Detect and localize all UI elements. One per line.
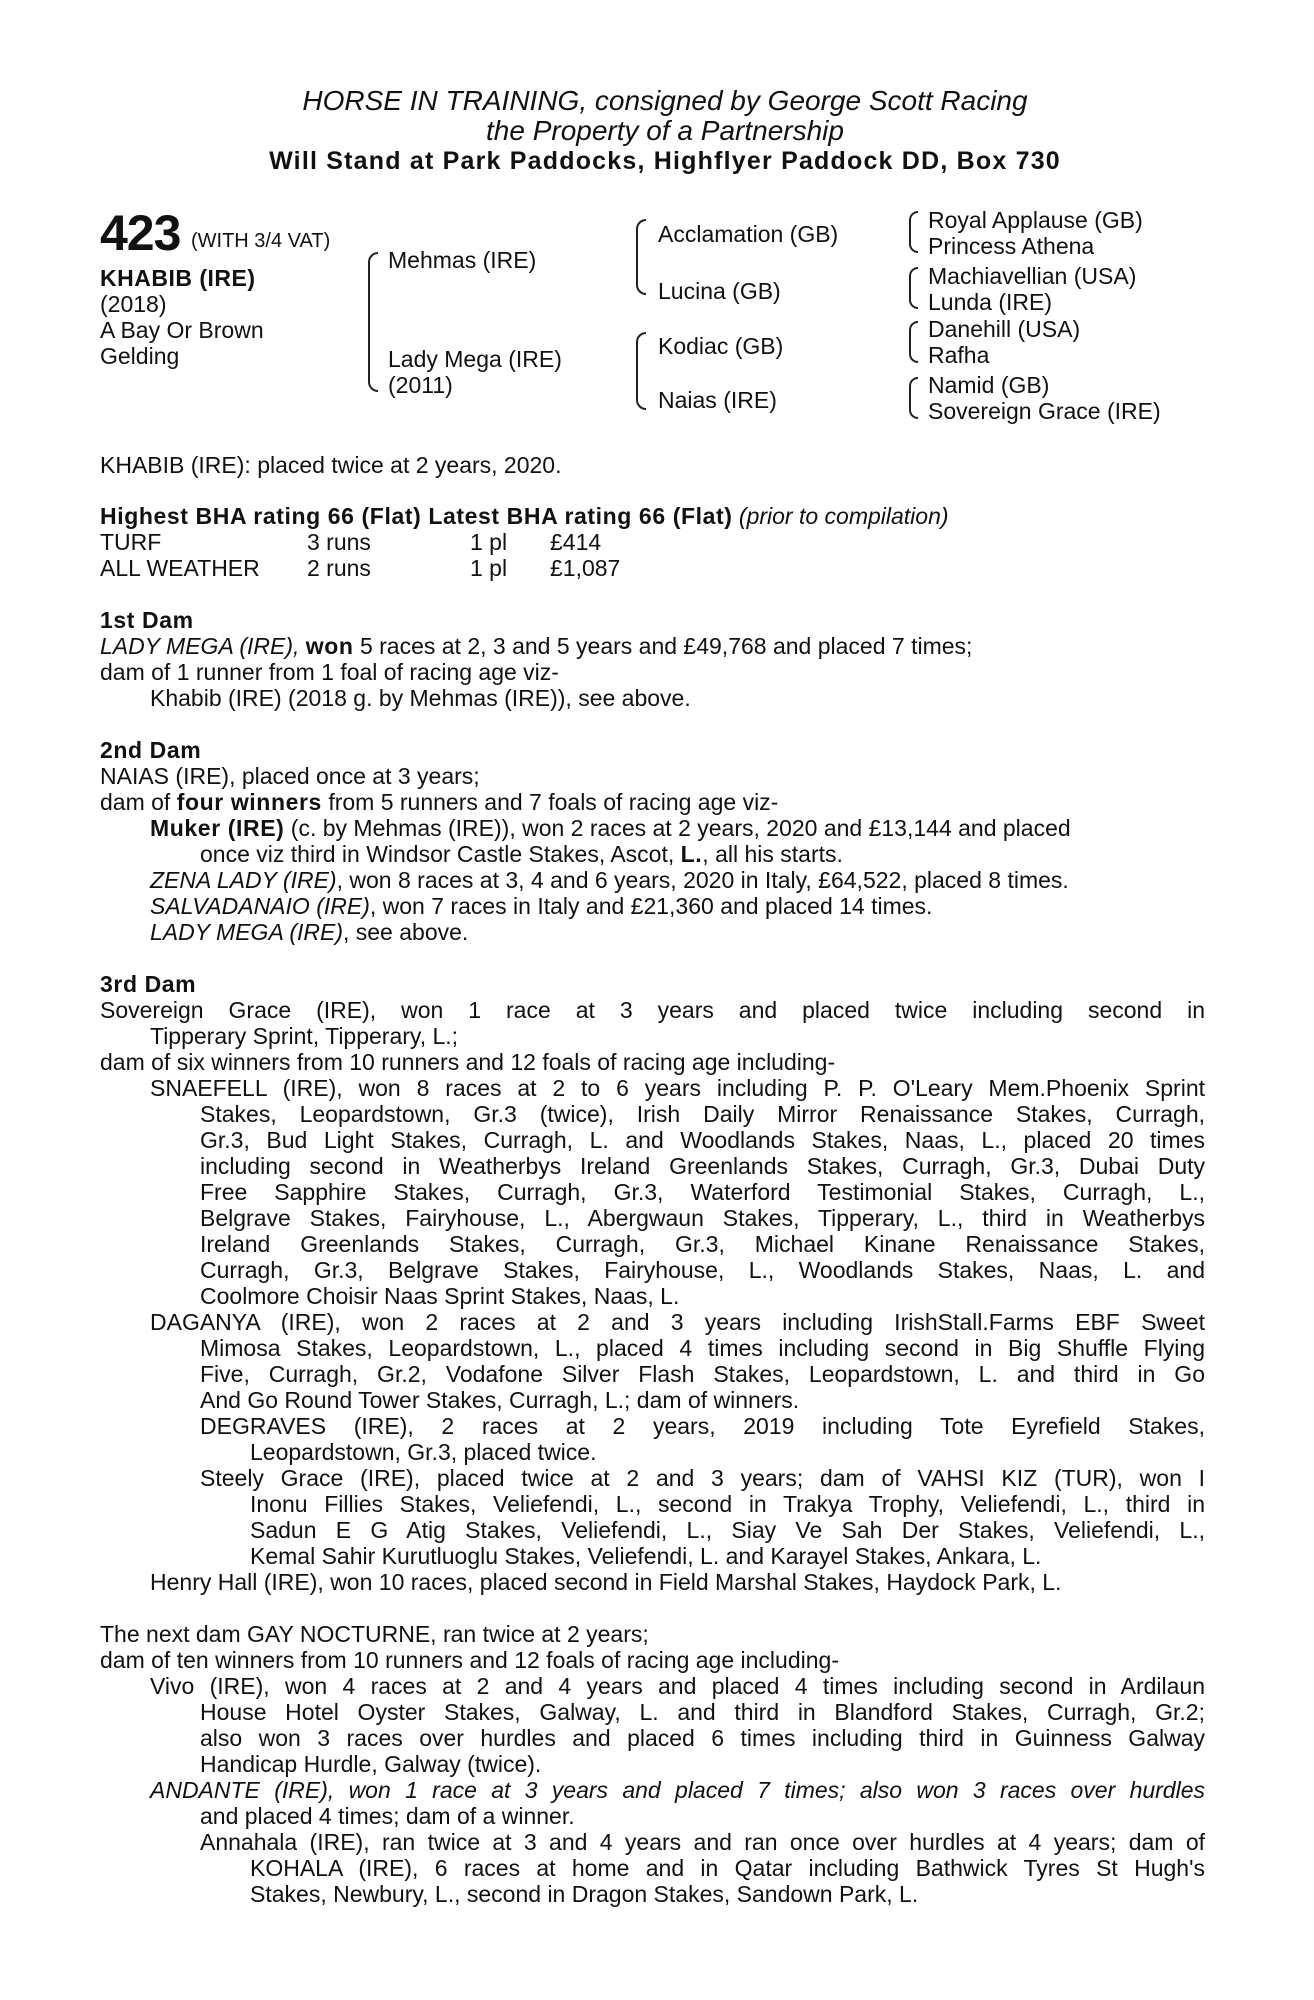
lot-number: 423 (100, 205, 181, 261)
prize: £414 (550, 529, 602, 555)
text-line: dam of six winners from 10 runners and 12 foals of racing age including- (100, 1049, 836, 1075)
progeny-degraves (200, 1413, 1205, 1465)
runs: 3 runs (307, 529, 371, 555)
text-line: Belgrave Stakes, Fairyhouse, L., Abergwaun Stakes, Tipperary, L., third in Weatherbys (200, 1205, 1205, 1231)
horse-name: SALVADANAIO (IRE) (150, 893, 370, 919)
pedigree-dsd: Rafha (928, 342, 990, 368)
header-location: Will Stand at Park Paddocks, Highflyer Paddock DD, Box 730 (269, 147, 1061, 175)
progeny-steely-grace (200, 1465, 1205, 1569)
progeny-snaefell (150, 1075, 1205, 1309)
pedigree-dss: Danehill (USA) (928, 316, 1081, 342)
prize: £1,087 (550, 555, 621, 581)
pedigree-sire: Mehmas (IRE) (388, 247, 537, 273)
text-line: Tipperary Sprint, Tipperary, L.; (150, 1023, 459, 1049)
text-line: Stakes, Leopardstown, Gr.3 (twice), Irish Daily Mirror Renaissance Stakes, Curragh, (200, 1101, 1205, 1127)
second-dam-heading: 2nd Dam (100, 737, 202, 763)
text-line: Mimosa Stakes, Leopardstown, L., placed 4 times including second in Big Shuffle Flying (200, 1335, 1205, 1361)
text-line: Ireland Greenlands Stakes, Curragh, Gr.3, Michael Kinane Renaissance Stakes, (200, 1231, 1205, 1257)
pedigree-brace (636, 332, 646, 410)
pedigree-brace (909, 377, 918, 419)
text-line: Free Sapphire Stakes, Curragh, Gr.3, Waterford Testimonial Stakes, Curragh, L., (200, 1179, 1205, 1205)
text-line: KOHALA (IRE), 6 races at home and in Qatar including Bathwick Tyres St Hugh's (250, 1855, 1205, 1881)
header-property: the Property of a Partnership (486, 115, 844, 146)
progeny-henry-hall: Henry Hall (IRE), won 10 races, placed second in Field Marshal Stakes, Haydock Park, L. (150, 1569, 1062, 1595)
text: , won 7 races in Italy and £21,360 and placed 14 times. (369, 893, 933, 919)
text-line: Five, Curragh, Gr.2, Vodafone Silver Flash Stakes, Leopardstown, L. and third in Go (200, 1361, 1205, 1387)
bha-rating-headline: Highest BHA rating 66 (Flat) Latest BHA rating 66 (Flat) (100, 503, 733, 529)
text-line: Coolmore Choisir Naas Sprint Stakes, Naas, L. (200, 1283, 680, 1309)
horse-colour: A Bay Or Brown (100, 317, 264, 343)
dam-record: 5 races at 2, 3 and 5 years and £49,768 and placed 7 times; (353, 633, 973, 659)
pedigree-brace (368, 252, 378, 392)
third-dam-heading: 3rd Dam (100, 971, 197, 997)
text: (c. by Mehmas (IRE)), won 2 races at 2 years, 2020 and £13,144 and placed (284, 815, 1071, 841)
header-consignor: HORSE IN TRAINING, consigned by George Scott Racing (302, 85, 1028, 116)
horse-name: ZENA LADY (IRE) (150, 867, 337, 893)
pedigree-sire-dam: Lucina (GB) (658, 278, 781, 304)
text-line: Curragh, Gr.3, Belgrave Stakes, Fairyhouse, L., Woodlands Stakes, Naas, L. and (200, 1257, 1205, 1283)
vat-note: (WITH 3/4 VAT) (191, 230, 331, 252)
text-line: Sadun E G Atig Stakes, Veliefendi, L., Siay Ve Sah Der Stakes, Veliefendi, L., (250, 1517, 1205, 1543)
text-line: Stakes, Newbury, L., second in Dragon Stakes, Sandown Park, L. (250, 1881, 919, 1907)
text-line: Annahala (IRE), ran twice at 3 and 4 years and ran once over hurdles at 4 years; dam of (200, 1829, 1205, 1855)
text-line: SNAEFELL (IRE), won 8 races at 2 to 6 years including P. P. O'Leary Mem.Phoenix Sprint (150, 1075, 1205, 1101)
first-dam-heading: 1st Dam (100, 607, 194, 633)
text: once viz third in Windsor Castle Stakes, Ascot, (200, 841, 681, 867)
pedigree-dam-dam: Naias (IRE) (658, 387, 777, 413)
text-line: House Hotel Oyster Stakes, Galway, L. and third in Blandford Stakes, Curragh, Gr.2; (200, 1699, 1205, 1725)
text-line: and placed 4 times; dam of a winner. (200, 1803, 575, 1829)
pedigree-dam: Lady Mega (IRE) (388, 346, 562, 372)
runs: 2 runs (307, 555, 371, 581)
next-dam-produce: dam of ten winners from 10 runners and 12 foals of racing age including- (100, 1647, 839, 1673)
won-label: won (305, 633, 354, 659)
bha-ratings (100, 503, 949, 529)
text: dam of (100, 789, 177, 815)
third-dam-record (100, 997, 1205, 1075)
horse-name: KHABIB (IRE) (100, 265, 256, 291)
pedigree-sds: Machiavellian (USA) (928, 263, 1137, 289)
progeny-andante (150, 1777, 1205, 1829)
text-line: Steely Grace (IRE), placed twice at 2 and 3 years; dam of VAHSI KIZ (TUR), won I (200, 1465, 1205, 1491)
pedigree-brace (636, 219, 646, 295)
race-summary: KHABIB (IRE): placed twice at 2 years, 2020. (100, 452, 562, 478)
next-dam-record: The next dam GAY NOCTURNE, ran twice at 2 years; (100, 1621, 649, 1647)
text-line: also won 3 races over hurdles and placed 6 times including third in Guinness Galway (200, 1725, 1205, 1751)
second-dam-produce (100, 789, 778, 815)
pedigree-brace (909, 211, 918, 253)
progeny-vivo (150, 1673, 1205, 1777)
text: , won 8 races at 3, 4 and 6 years, 2020 in Italy, £64,522, placed 8 times. (336, 867, 1069, 893)
placed: 1 pl (470, 529, 508, 555)
pedigree-sdd: Lunda (IRE) (928, 289, 1053, 315)
text-line: Sovereign Grace (IRE), won 1 race at 3 years and placed twice including second in (100, 997, 1205, 1023)
progeny-daganya (150, 1309, 1205, 1413)
horse-name: LADY MEGA (IRE) (150, 919, 343, 945)
bha-rating-note: (prior to compilation) (738, 503, 949, 529)
progeny-annahala (200, 1829, 1205, 1907)
text-line: Gr.3, Bud Light Stakes, Curragh, L. and Woodlands Stakes, Naas, L., placed 20 times (200, 1127, 1205, 1153)
progeny-lady-mega (150, 919, 468, 945)
horse-name: Muker (IRE) (150, 815, 285, 841)
second-dam-record: NAIAS (IRE), placed once at 3 years; (100, 763, 480, 789)
first-dam-produce: dam of 1 runner from 1 foal of racing age viz- (100, 659, 559, 685)
text-line: DAGANYA (IRE), won 2 races at 2 and 3 years including IrishStall.Farms EBF Sweet (150, 1309, 1205, 1335)
pedigree-dam-sire: Kodiac (GB) (658, 333, 784, 359)
first-dam-record (100, 633, 972, 659)
text: from 5 runners and 7 foals of racing age viz- (321, 789, 779, 815)
surface: TURF (100, 529, 162, 555)
pedigree-dds: Namid (GB) (928, 372, 1050, 398)
text-line: DEGRAVES (IRE), 2 races at 2 years, 2019 including Tote Eyrefield Stakes, (200, 1413, 1205, 1439)
progeny-zena (150, 867, 1069, 893)
text-line: Inonu Fillies Stakes, Veliefendi, L., second in Trakya Trophy, Veliefendi, L., third in (250, 1491, 1205, 1517)
progeny-salvadanaio (150, 893, 932, 919)
dam-name: LADY MEGA (IRE), (100, 633, 300, 659)
surface: ALL WEATHER (100, 555, 260, 581)
listed-label: L. (680, 841, 703, 867)
text-line: Kemal Sahir Kurutluoglu Stakes, Veliefendi, L. and Karayel Stakes, Ankara, L. (250, 1543, 1042, 1569)
progeny-muker (150, 815, 1071, 841)
text-line: Handicap Hurdle, Galway (twice). (200, 1751, 542, 1777)
pedigree-ddd: Sovereign Grace (IRE) (928, 398, 1161, 424)
placed: 1 pl (470, 555, 508, 581)
pedigree-brace (909, 321, 918, 363)
text-line: Leopardstown, Gr.3, placed twice. (250, 1439, 597, 1465)
pedigree-ssd: Princess Athena (928, 233, 1095, 259)
text-line: including second in Weatherbys Ireland Greenlands Stakes, Curragh, Gr.3, Dubai Duty (200, 1153, 1205, 1179)
winners-count: four winners (176, 789, 322, 815)
text-line: And Go Round Tower Stakes, Curragh, L.; dam of winners. (200, 1387, 800, 1413)
pedigree-dam-year: (2011) (388, 372, 453, 398)
pedigree-brace (909, 267, 918, 309)
pedigree-sire-sire: Acclamation (GB) (658, 221, 839, 247)
text-line: Vivo (IRE), won 4 races at 2 and 4 years and placed 4 times including second in Ardilaun (150, 1673, 1205, 1699)
text-line: ANDANTE (IRE), won 1 race at 3 years and placed 7 times; also won 3 races over hurdles (150, 1777, 1205, 1803)
pedigree-sss: Royal Applause (GB) (928, 207, 1143, 233)
horse-year: (2018) (100, 291, 167, 317)
horse-sex: Gelding (100, 343, 180, 369)
first-dam-foal: Khabib (IRE) (2018 g. by Mehmas (IRE)), see above. (150, 685, 691, 711)
progeny-muker-cont (200, 841, 843, 867)
text: , all his starts. (702, 841, 843, 867)
text: , see above. (342, 919, 469, 945)
